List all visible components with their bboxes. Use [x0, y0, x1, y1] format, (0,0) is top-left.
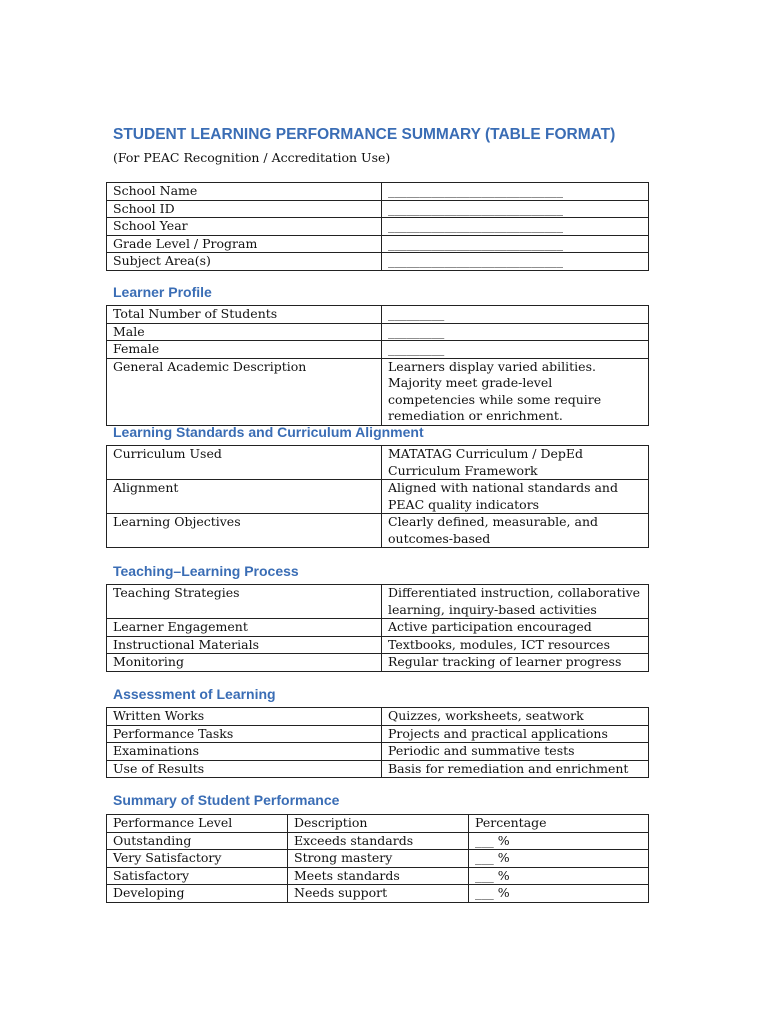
row-value: ____________________________ — [382, 235, 649, 253]
document-title: STUDENT LEARNING PERFORMANCE SUMMARY (TABLE FORMAT) — [113, 126, 616, 143]
row-value: ____________________________ — [382, 253, 649, 271]
performance-percentage: ___ % — [469, 832, 649, 850]
table-row — [107, 218, 649, 236]
performance-level: Outstanding — [107, 832, 288, 850]
table-row — [107, 867, 649, 885]
performance-percentage: ___ % — [469, 850, 649, 868]
row-value: Periodic and summative tests — [382, 743, 649, 761]
row-label: Teaching Strategies — [107, 585, 382, 619]
row-label: General Academic Description — [107, 358, 382, 425]
row-label: Learning Objectives — [107, 514, 382, 548]
row-value: ____________________________ — [382, 183, 649, 201]
row-label: Subject Area(s) — [107, 253, 382, 271]
document-subtitle: (For PEAC Recognition / Accreditation Use) — [113, 150, 391, 165]
performance-level: Very Satisfactory — [107, 850, 288, 868]
table-row — [107, 446, 649, 480]
header-percentage: Percentage — [469, 815, 649, 833]
header-description: Description — [288, 815, 469, 833]
table-row — [107, 850, 649, 868]
table-row — [107, 235, 649, 253]
table-row — [107, 654, 649, 672]
row-label: School Name — [107, 183, 382, 201]
table-row — [107, 200, 649, 218]
performance-level: Satisfactory — [107, 867, 288, 885]
standards-heading: Learning Standards and Curriculum Alignment — [113, 424, 424, 440]
row-value: Textbooks, modules, ICT resources — [382, 636, 649, 654]
row-label: Male — [107, 323, 382, 341]
row-label: Written Works — [107, 708, 382, 726]
row-value: Projects and practical applications — [382, 725, 649, 743]
table-header-row — [107, 815, 649, 833]
row-label: Alignment — [107, 480, 382, 514]
row-label: Use of Results — [107, 760, 382, 778]
table-row — [107, 885, 649, 903]
row-value: Differentiated instruction, collaborative learning, inquiry-based activities — [382, 585, 649, 619]
row-value: MATATAG Curriculum / DepEd Curriculum Framework — [382, 446, 649, 480]
teaching-table — [106, 584, 649, 672]
row-label: Total Number of Students — [107, 306, 382, 324]
row-label: Curriculum Used — [107, 446, 382, 480]
table-row — [107, 743, 649, 761]
row-value: Quizzes, worksheets, seatwork — [382, 708, 649, 726]
row-value: Active participation encouraged — [382, 619, 649, 637]
assessment-table — [106, 707, 649, 778]
learner-profile-heading: Learner Profile — [113, 284, 212, 300]
school-info-table — [106, 182, 649, 271]
header-level: Performance Level — [107, 815, 288, 833]
row-value: _________ — [382, 323, 649, 341]
row-value: Clearly defined, measurable, and outcomes-based — [382, 514, 649, 548]
row-label: Performance Tasks — [107, 725, 382, 743]
learner-profile-table — [106, 305, 649, 426]
row-value: Aligned with national standards and PEAC quality indicators — [382, 480, 649, 514]
performance-description: Needs support — [288, 885, 469, 903]
performance-percentage: ___ % — [469, 885, 649, 903]
row-value: _________ — [382, 306, 649, 324]
row-value: Basis for remediation and enrichment — [382, 760, 649, 778]
teaching-heading: Teaching–Learning Process — [113, 563, 299, 579]
table-row — [107, 708, 649, 726]
table-row — [107, 619, 649, 637]
row-value: _________ — [382, 341, 649, 359]
summary-table — [106, 814, 649, 903]
table-row — [107, 323, 649, 341]
row-value: ____________________________ — [382, 200, 649, 218]
performance-description: Strong mastery — [288, 850, 469, 868]
table-row — [107, 341, 649, 359]
row-label: Learner Engagement — [107, 619, 382, 637]
table-row — [107, 636, 649, 654]
table-row — [107, 725, 649, 743]
row-value: ____________________________ — [382, 218, 649, 236]
row-value: Learners display varied abilities. Majority meet grade-level competencies while some require remediation or enrichment. — [382, 358, 649, 425]
table-row — [107, 358, 649, 425]
row-value: Regular tracking of learner progress — [382, 654, 649, 672]
table-row — [107, 306, 649, 324]
assessment-heading: Assessment of Learning — [113, 686, 276, 702]
row-label: Examinations — [107, 743, 382, 761]
row-label: Instructional Materials — [107, 636, 382, 654]
row-label: Female — [107, 341, 382, 359]
performance-description: Meets standards — [288, 867, 469, 885]
row-label: Monitoring — [107, 654, 382, 672]
summary-heading: Summary of Student Performance — [113, 792, 340, 808]
table-row — [107, 585, 649, 619]
table-row — [107, 480, 649, 514]
performance-description: Exceeds standards — [288, 832, 469, 850]
row-label: Grade Level / Program — [107, 235, 382, 253]
table-row — [107, 183, 649, 201]
table-row — [107, 253, 649, 271]
row-label: School Year — [107, 218, 382, 236]
table-row — [107, 760, 649, 778]
table-row — [107, 832, 649, 850]
row-label: School ID — [107, 200, 382, 218]
performance-percentage: ___ % — [469, 867, 649, 885]
performance-level: Developing — [107, 885, 288, 903]
standards-table — [106, 445, 649, 548]
table-row — [107, 514, 649, 548]
